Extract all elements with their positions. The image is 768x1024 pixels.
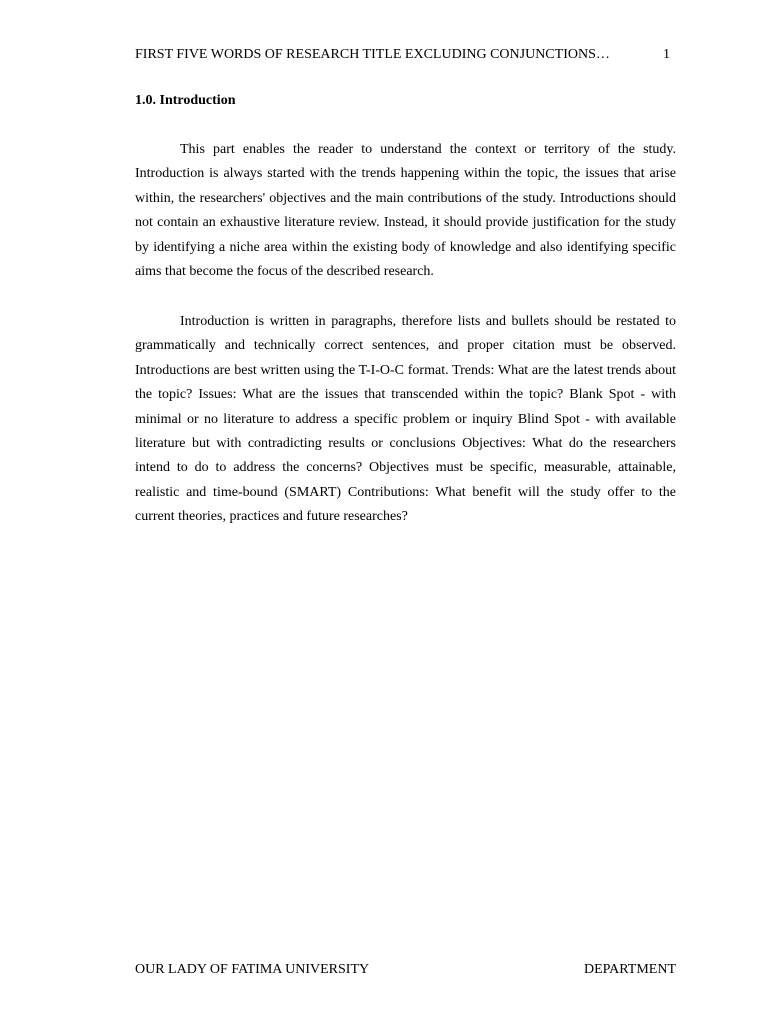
footer-university: OUR LADY OF FATIMA UNIVERSITY xyxy=(135,962,370,977)
intro-paragraph-1: This part enables the reader to understand the context or territory of the study. Introduction is always started with the trends happening within the topic, the issues that arise within, the researchers' objectives and the main contributions of the study. Introductions should not contain an exhaustive literature review. Instead, it should provide justification for the study by identifying a niche area within the existing body of knowledge and also identifying specific aims that become the focus of the described research. xyxy=(135,142,676,280)
page-number: 1 xyxy=(663,47,670,62)
intro-paragraph-2: Introduction is written in paragraphs, therefore lists and bullets should be restated to grammatically and technically correct sentences, and proper citation must be observed. Introductions are best written using the T-I-O-C format. Trends: What are the latest trends about the topic? Issues: What are the issues that transcended within the topic? Blank Spot - with minimal or no literature to address a specific problem or inquiry Blind Spot - with available literature but with contradicting results or conclusions Objectives: What do the researchers intend to do to address the concerns? Objectives must be specific, measurable, attainable, realistic and time-bound (SMART) Contributions: What benefit will the study offer to the current theories, practices and future researches? xyxy=(135,314,676,525)
footer-department: DEPARTMENT xyxy=(584,962,676,977)
running-title: FIRST FIVE WORDS OF RESEARCH TITLE EXCLUDING CONJUNCTIONS… xyxy=(135,47,610,62)
running-head xyxy=(135,45,676,65)
section-heading: 1.0. Introduction xyxy=(135,93,236,108)
page-footer xyxy=(135,960,676,980)
